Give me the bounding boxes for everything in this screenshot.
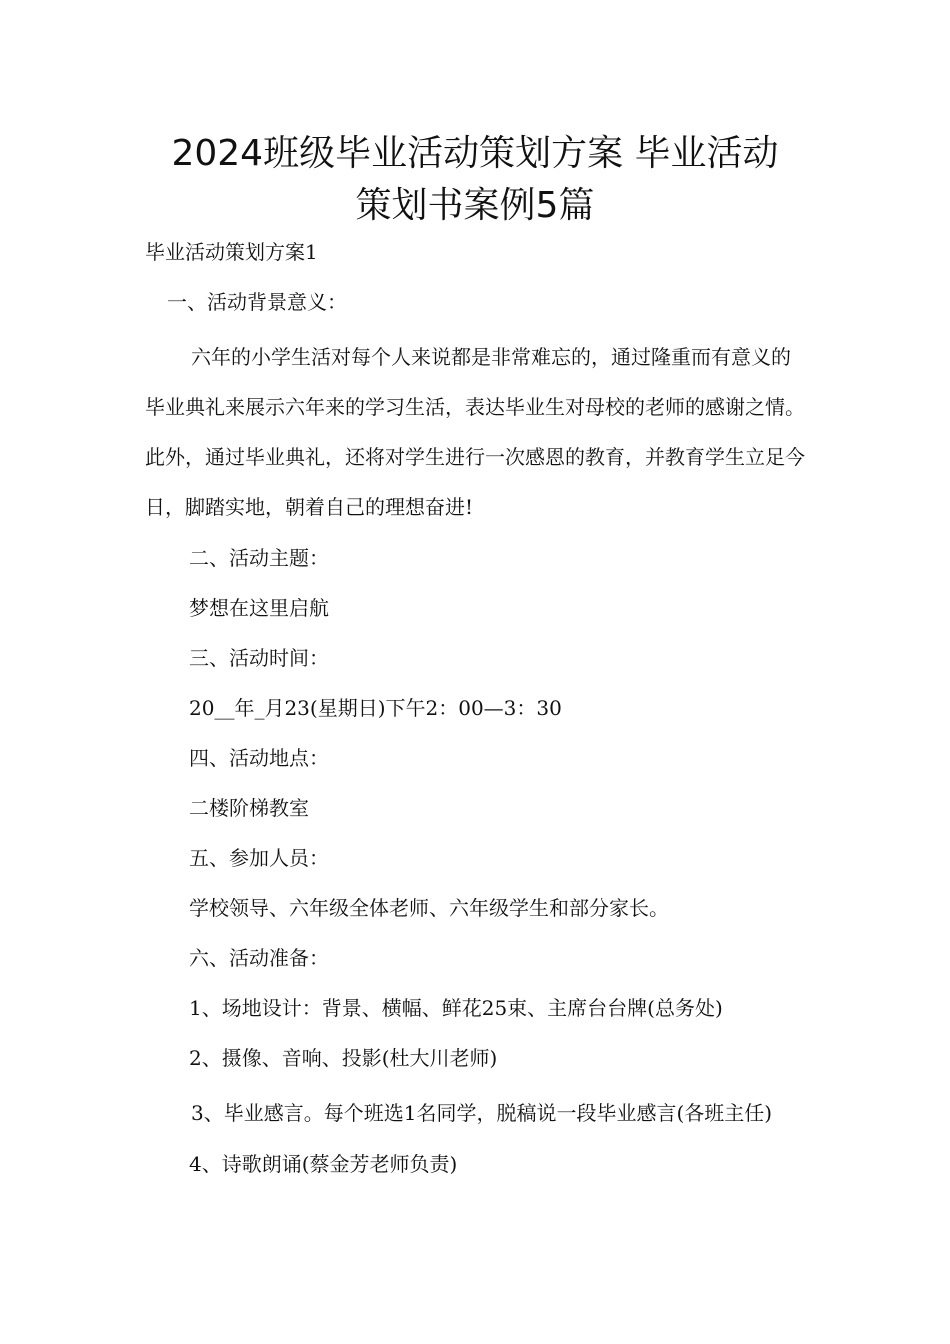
prep-item-3: 3、毕业感言。每个班选1名同学，脱稿说一段毕业感言(各班主任)	[191, 1101, 773, 1125]
heading-background: 一、活动背景意义：	[167, 290, 347, 314]
heading-participants: 五、参加人员：	[189, 846, 329, 870]
participants-text: 学校领导、六年级全体老师、六年级学生和部分家长。	[189, 896, 669, 920]
heading-theme: 二、活动主题：	[189, 546, 329, 570]
prep-item-2: 2、摄像、音响、投影(杜大川老师)	[189, 1046, 498, 1070]
title-line-1: 2024班级毕业活动策划方案 毕业活动	[171, 133, 779, 174]
document-body	[145, 232, 810, 1194]
time-text: 20__年_月23(星期日)下午2：00—3：30	[189, 696, 562, 720]
heading-place: 四、活动地点：	[189, 746, 329, 770]
section-heading: 毕业活动策划方案1	[145, 240, 318, 264]
document-title	[95, 128, 855, 232]
heading-time: 三、活动时间：	[189, 646, 329, 670]
prep-item-4: 4、诗歌朗诵(蔡金芳老师负责)	[189, 1152, 458, 1176]
prep-item-1: 1、场地设计：背景、横幅、鲜花25束、主席台台牌(总务处)	[189, 996, 723, 1020]
place-text: 二楼阶梯教室	[189, 796, 309, 820]
theme-text: 梦想在这里启航	[189, 596, 329, 620]
title-line-2: 策划书案例5篇	[355, 185, 595, 226]
paragraph-background: 六年的小学生活对每个人来说都是非常难忘的，通过隆重而有意义的毕业典礼来展示六年来的学习生活，表达毕业生对母校的老师的感谢之情。此外，通过毕业典礼，还将对学生进行一次感恩的教育，并教育学生立足今日，脚踏实地，朝着自己的理想奋进!	[145, 345, 805, 519]
heading-preparation: 六、活动准备：	[189, 946, 329, 970]
